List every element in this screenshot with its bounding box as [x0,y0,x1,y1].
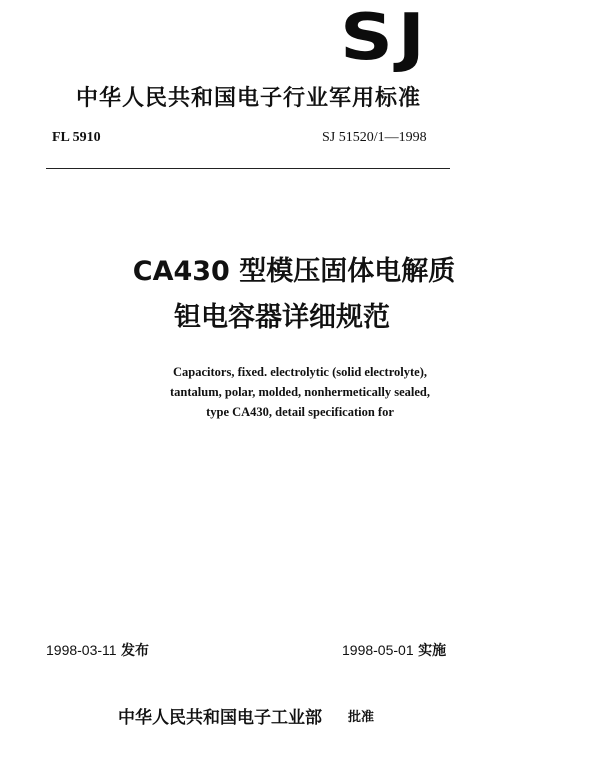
document-title-cn-line1: CA430 型模压固体电解质 [132,256,456,287]
implement-date: 1998-05-01 [342,642,414,658]
issue-date-block [46,640,149,660]
sj-logo: SJ [340,1,430,75]
document-title-en-line1: Capacitors, fixed. electrolytic (solid electrolyte), [173,365,427,379]
standard-category-title: 中华人民共和国电子行业军用标准 [76,86,422,111]
header-divider [46,168,450,169]
standard-number: SJ 51520/1—1998 [322,130,427,145]
document-title-en-line2: tantalum, polar, molded, nonhermetically sealed, [170,385,430,399]
approve-label: 批准 [348,710,375,725]
document-title-en-line3: type CA430, detail specification for [206,405,394,419]
implement-label: 实施 [418,643,447,659]
approving-authority: 中华人民共和国电子工业部 [118,708,322,728]
document-title-cn-line2: 钽电容器详细规范 [174,302,390,333]
issue-label: 发布 [121,643,150,659]
issue-date: 1998-03-11 [46,642,117,658]
fl-classification-code: FL 5910 [52,130,101,145]
implement-date-block [342,640,446,660]
